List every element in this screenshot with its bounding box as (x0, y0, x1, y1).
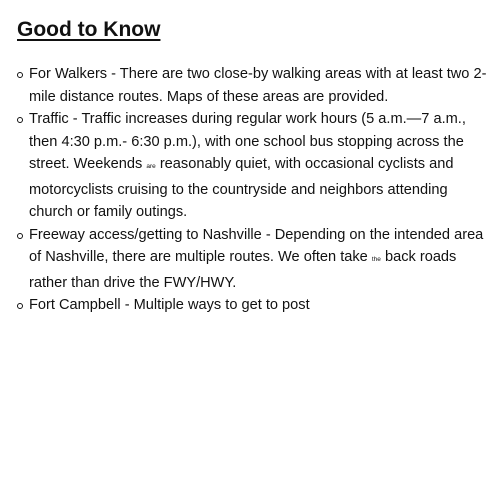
list-item-walkers (0, 63, 501, 108)
list-item-traffic (0, 108, 501, 224)
list-item-text-continued: reasonably quiet, with occasional cyclists and motorcyclists cruising to the countryside and neighbors attending church or family outings. (29, 156, 454, 220)
list-item-text: For Walkers - There are two close-by walking areas with at least two 2-mile distance routes. Maps of these areas are provided. (29, 66, 487, 105)
open-circle-bullet-icon (17, 72, 23, 78)
list-item-text: Traffic - Traffic increases during regular work hours (5 a.m.—7 a.m., then 4:30 p.m.- 6:30 p.m.), with one school bus stopping across the street. Weekends (29, 111, 466, 172)
list-item-text: Fort Campbell - Multiple ways to get to post (29, 297, 310, 313)
list-item-freeway (0, 224, 501, 295)
open-circle-bullet-icon (17, 117, 23, 123)
open-circle-bullet-icon (17, 303, 23, 309)
open-circle-bullet-icon (17, 233, 23, 239)
page-title: Good to Know (17, 18, 161, 41)
list-item-text-continued: back roads rather than drive the FWY/HWY. (29, 249, 457, 291)
small-word: the (371, 256, 381, 263)
bullet-list (0, 63, 501, 317)
list-item-text: Freeway access/getting to Nashville - Depending on the intended area of Nashville, there are multiple routes. We often take (29, 226, 484, 265)
small-word: are (146, 163, 156, 170)
list-item-fort-campbell (0, 294, 501, 317)
